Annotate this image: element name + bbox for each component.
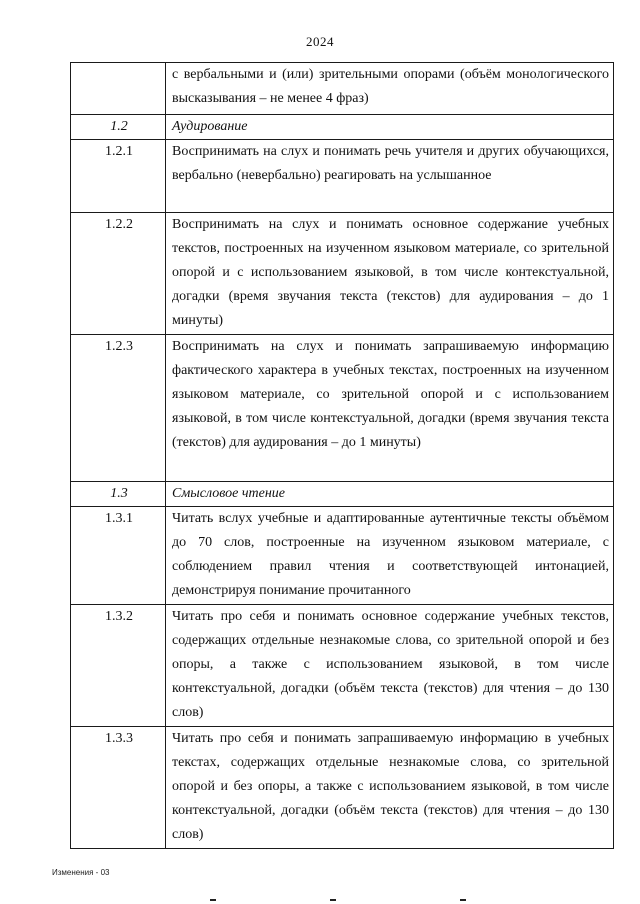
- row-code: 1.3.3: [71, 727, 166, 849]
- row-text: Воспринимать на слух и понимать запрашиваемую информацию фактического характера в учебных текстах, построенных на изученном языковом материале, со зрительной опорой и с использованием языковой, в том числе контекстуальной, догадки (время звучания текста (текстов) для аудирования – до 1 минуты): [166, 335, 614, 482]
- row-code: 1.3.1: [71, 507, 166, 605]
- section-title: Аудирование: [166, 115, 614, 140]
- outcomes-table: [70, 62, 614, 849]
- table-row: [71, 507, 614, 605]
- table-row: [71, 63, 614, 115]
- row-text: Читать вслух учебные и адаптированные аутентичные тексты объёмом до 70 слов, построенные на изученном языковом материале, с соблюдением правил чтения и соответствующей интонацией, демонстрируя понимание прочитанного: [166, 507, 614, 605]
- row-text: Читать про себя и понимать основное содержание учебных текстов, содержащих отдельные незнакомые слова, со зрительной опорой и без опоры, а также с использованием языковой, в том числе контекстуальной, догадки (объём текста (текстов) для чтения – до 130 слов): [166, 605, 614, 727]
- row-code: 1.2.2: [71, 213, 166, 335]
- footer-revision: Изменения - 03: [52, 868, 110, 877]
- section-code: 1.2: [71, 115, 166, 140]
- table-row: [71, 140, 614, 213]
- row-code: 1.2.1: [71, 140, 166, 213]
- scan-artifact: [460, 899, 466, 901]
- row-code: 1.3.2: [71, 605, 166, 727]
- table-row: [71, 213, 614, 335]
- table-row: [71, 605, 614, 727]
- row-code: [71, 63, 166, 115]
- section-code: 1.3: [71, 482, 166, 507]
- scan-artifact: [210, 899, 216, 901]
- table-row: [71, 335, 614, 482]
- row-text: Воспринимать на слух и понимать речь учителя и других обучающихся, вербально (невербально) реагировать на услышанное: [166, 140, 614, 213]
- row-code: 1.2.3: [71, 335, 166, 482]
- table-row: [71, 727, 614, 849]
- page-number: 2024: [306, 34, 334, 49]
- row-text: Читать про себя и понимать запрашиваемую информацию в учебных текстах, содержащих отдельные незнакомые слова, со зрительной опорой и без опоры, а также с использованием языковой, в том числе контекстуальной, догадки (объём текста (текстов) для чтения – до 130 слов): [166, 727, 614, 849]
- section-heading-row: [71, 482, 614, 507]
- row-text: Воспринимать на слух и понимать основное содержание учебных текстов, построенных на изученном языковом материале, со зрительной опорой и с использованием языковой, в том числе контекстуальной, догадки (время звучания текста (текстов) для аудирования – до 1 минуты): [166, 213, 614, 335]
- scan-artifact: [330, 899, 336, 901]
- row-text: с вербальными и (или) зрительными опорами (объём монологического высказывания – не менее 4 фраз): [166, 63, 614, 115]
- section-title: Смысловое чтение: [166, 482, 614, 507]
- section-heading-row: [71, 115, 614, 140]
